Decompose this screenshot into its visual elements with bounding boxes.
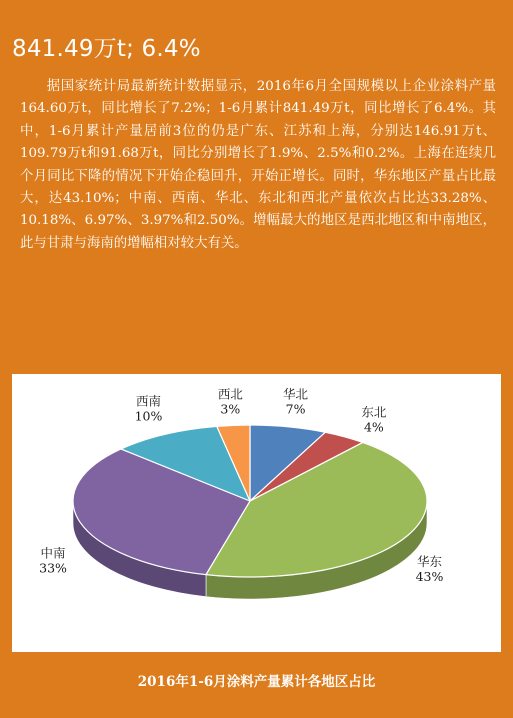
pie-label-西北 <box>218 387 244 417</box>
pie-label-name: 西北 <box>217 386 243 402</box>
headline: 841.49万t; 6.4% <box>12 36 201 62</box>
pie-label-value: 43% <box>415 569 444 585</box>
pie-label-name: 东北 <box>361 404 387 420</box>
pie-label-华东 <box>416 554 444 584</box>
chart-caption: 2016年1-6月涂料产量累计各地区占比 <box>137 674 376 690</box>
pie-label-name: 华东 <box>416 554 442 570</box>
pie-label-value: 33% <box>39 560 67 576</box>
pie-label-name: 西南 <box>135 393 162 409</box>
pie-label-东北 <box>361 405 387 435</box>
pie-label-西南 <box>135 394 163 424</box>
pie-chart <box>12 374 501 652</box>
pie-label-name: 华北 <box>283 386 309 402</box>
pie-label-value: 7% <box>285 401 306 417</box>
pie-label-中南 <box>39 546 67 576</box>
pie-label-name: 中南 <box>40 545 66 561</box>
article-paragraph: 据国家统计局最新统计数据显示，2016年6月全国规模以上企业涂料产量164.60万t，同比增长了7.2%；1-6月累计841.49万t，同比增长了6.4%。其中，1-6月累计产量居前3位的仍是广东、江苏和上海，分别达146.91万t、109.79万t和91.68万t，同比分别增长了1.9%、2.5%和0.2%。上海在连续几个月同比下降的情况下开始企稳回升，开始正增长。同时，华东地区产量占比最大，达43.10%；中南、西南、华北、东北和西北产量依次占比达33.28%、10.18%、6.97%、3.97%和2.50%。增幅最大的地区是西北地区和中南地区，此与甘肃与海南的增幅相对较大有关。 <box>20 79 496 251</box>
chart-panel <box>12 374 501 652</box>
pie-label-value: 4% <box>363 419 384 435</box>
pie-label-华北 <box>283 387 309 417</box>
pie-label-value: 3% <box>220 401 241 417</box>
pie-label-value: 10% <box>134 408 163 424</box>
